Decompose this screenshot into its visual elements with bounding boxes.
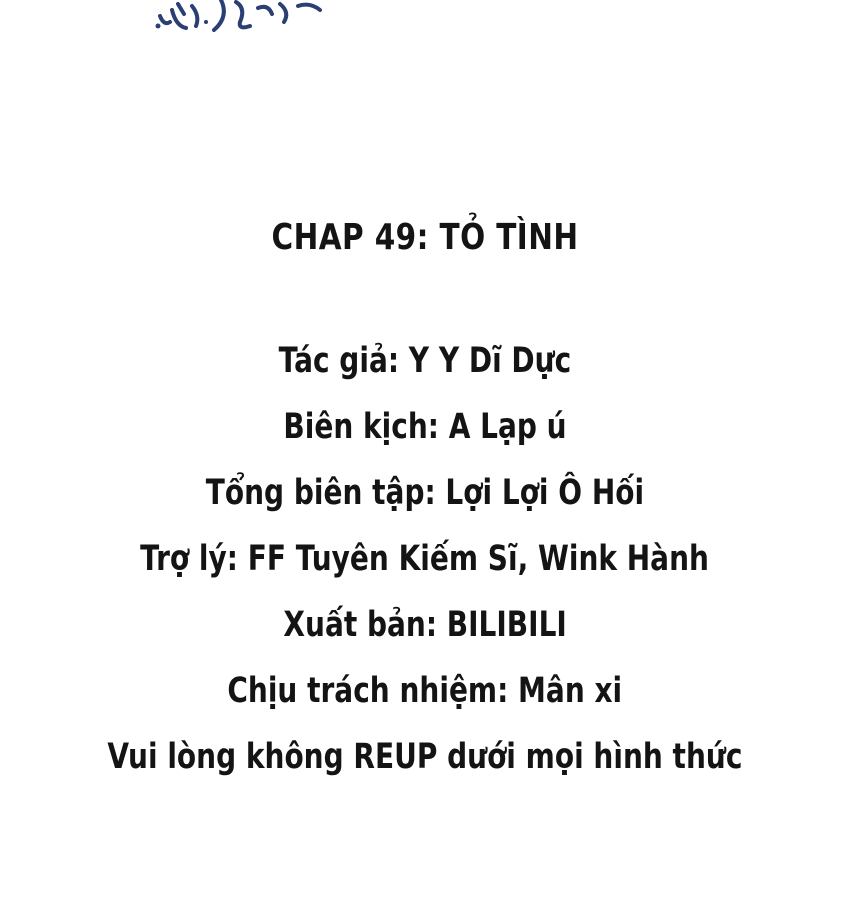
logo-icon	[150, 0, 340, 36]
credit-author: Tác giả: Y Y Dĩ Dực	[278, 341, 572, 381]
credit-responsible: Chịu trách nhiệm: Mân xi	[227, 671, 623, 711]
chapter-title: CHAP 49: TỎ TÌNH	[271, 217, 579, 258]
credit-assistants: Trợ lý: FF Tuyên Kiếm Sĩ, Wink Hành	[140, 539, 710, 579]
credit-chief-editor: Tổng biên tập: Lợi Lợi Ô Hối	[205, 473, 645, 513]
credits-list	[0, 332, 850, 794]
reup-notice: Vui lòng không REUP dưới mọi hình thức	[107, 737, 743, 777]
credit-screenwriter: Biên kịch: A Lạp ú	[283, 407, 567, 447]
credit-publisher: Xuất bản: BILIBILI	[283, 605, 567, 645]
